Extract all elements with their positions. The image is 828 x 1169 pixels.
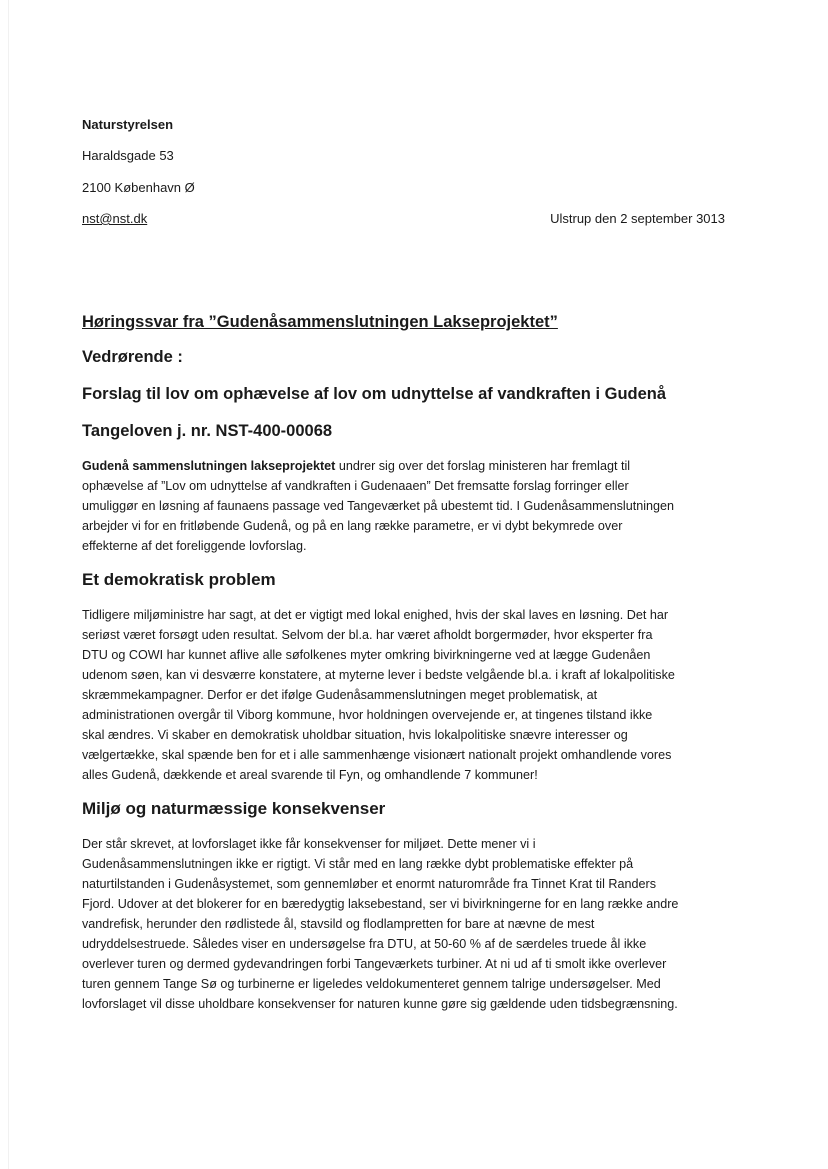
section2-line: overlever turen og dermed gydevandringen forbi Tangeværkets turbiner. At ni ud af ti smolt ikke overlever <box>82 957 667 971</box>
section2-line: Der står skrevet, at lovforslaget ikke får konsekvenser for miljøet. Dette mener vi i <box>82 837 536 851</box>
section2-line: Gudenåsammenslutningen ikke er rigtigt. Vi står med en lang række dybt problematiske effekter på <box>82 857 634 871</box>
section1-line: seriøst været forsøgt uden resultat. Selvom der bl.a. har været afholdt borgermøder, hvor eksperter fra <box>82 628 653 642</box>
section2-line: turen gennem Tange Sø og turbinerne er ligeledes veldokumenteret gennem talrige undersøgelser. Med <box>82 977 661 991</box>
intro-line: umuliggør en løsning af faunaens passage ved Tangeværket på ubestemt tid. I Gudenåsammenslutningen <box>82 499 675 513</box>
section1-line: udenom søen, kan vi desværre konstatere, at myterne lever i bedste velgående bl.a. i kraft af lokalpolitiske <box>82 668 675 682</box>
intro-bold-start: Gudenå sammenslutningen lakseprojektet <box>82 459 336 473</box>
recipient-street: Haraldsgade 53 <box>82 148 174 163</box>
intro-line: effekterne af det foreliggende lovforslag. <box>82 539 307 553</box>
scan-edge <box>8 0 9 1169</box>
subject-line-1: Forslag til lov om ophævelse af lov om udnyttelse af vandkraften i Gudenå <box>82 385 667 403</box>
intro-line1-rest: undrer sig over det forslag ministeren har fremlagt til <box>335 459 631 473</box>
intro-paragraph <box>82 456 762 556</box>
intro-line: ophævelse af ”Lov om udnyttelse af vandkraften i Gudenaaen” Det fremsatte forslag forringer eller <box>82 479 629 493</box>
recipient-city: 2100 København Ø <box>82 180 195 195</box>
section1-line: administrationen overgår til Viborg kommune, hvor holdningen overvejende er, at tingenes tilstand ikke <box>82 708 653 722</box>
section2-line: lovforslaget vil disse uholdbare konsekvenser for naturen kunne gøre sig gældende uden tidsbegrænsning. <box>82 997 678 1011</box>
section2-line: vandrefisk, herunder den rødlistede ål, stavsild og flodlampretten for bare at nævne de mest <box>82 917 595 931</box>
section1-line: DTU og COWI har kunnet aflive alle søfolkenes myter omkring bivirkningerne ved at lægge Gudenåen <box>82 648 651 662</box>
recipient-name: Naturstyrelsen <box>82 117 174 132</box>
section1-line: vælgertække, skal spænde ben for et i alle sammenhænge visionært nationalt projekt omhandlende vores <box>82 748 672 762</box>
section1-line: alles Gudenå, dækkende et areal svarende til Fyn, og omhandlende 7 kommuner! <box>82 768 538 782</box>
section2-paragraph <box>82 834 762 1014</box>
document-title: Høringssvar fra ”Gudenåsammenslutningen Lakseprojektet” <box>82 313 558 331</box>
section1-line: skal ændres. Vi skaber en demokratisk uholdbar situation, hvis lokalpolitiske snævre interesser og <box>82 728 628 742</box>
section2-heading: Miljø og naturmæssige konsekvenser <box>82 799 386 818</box>
subject-label: Vedrørende : <box>82 348 183 366</box>
intro-line <box>82 456 762 476</box>
subject-line-2: Tangeloven j. nr. NST-400-00068 <box>82 422 333 440</box>
intro-line: arbejder vi for en fritløbende Gudenå, og på en lang række parametre, er vi dybt bekymrede over <box>82 519 623 533</box>
section1-line: skræmmekampagner. Derfor er det ifølge Gudenåsammenslutningen meget problematisk, at <box>82 688 598 702</box>
recipient-email-link[interactable]: nst@nst.dk <box>82 211 148 226</box>
section1-heading: Et demokratisk problem <box>82 570 276 589</box>
section2-line: naturtilstanden i Gudenåsystemet, som gennemløber et enormt naturområde fra Tinnet Krat til Randers <box>82 877 656 891</box>
letter-date: Ulstrup den 2 september 3013 <box>550 211 725 226</box>
section2-line: udryddelsestruede. Således viser en undersøgelse fra DTU, at 50-60 % af de særdeles truede ål ikke <box>82 937 647 951</box>
section2-line: Fjord. Udover at det blokerer for en bæredygtig laksebestand, ser vi bivirkningerne for en lang række andre <box>82 897 679 911</box>
section1-line: Tidligere miljøministre har sagt, at det er vigtigt med lokal enighed, hvis der skal laves en løsning. Det har <box>82 608 669 622</box>
section1-paragraph <box>82 605 762 785</box>
